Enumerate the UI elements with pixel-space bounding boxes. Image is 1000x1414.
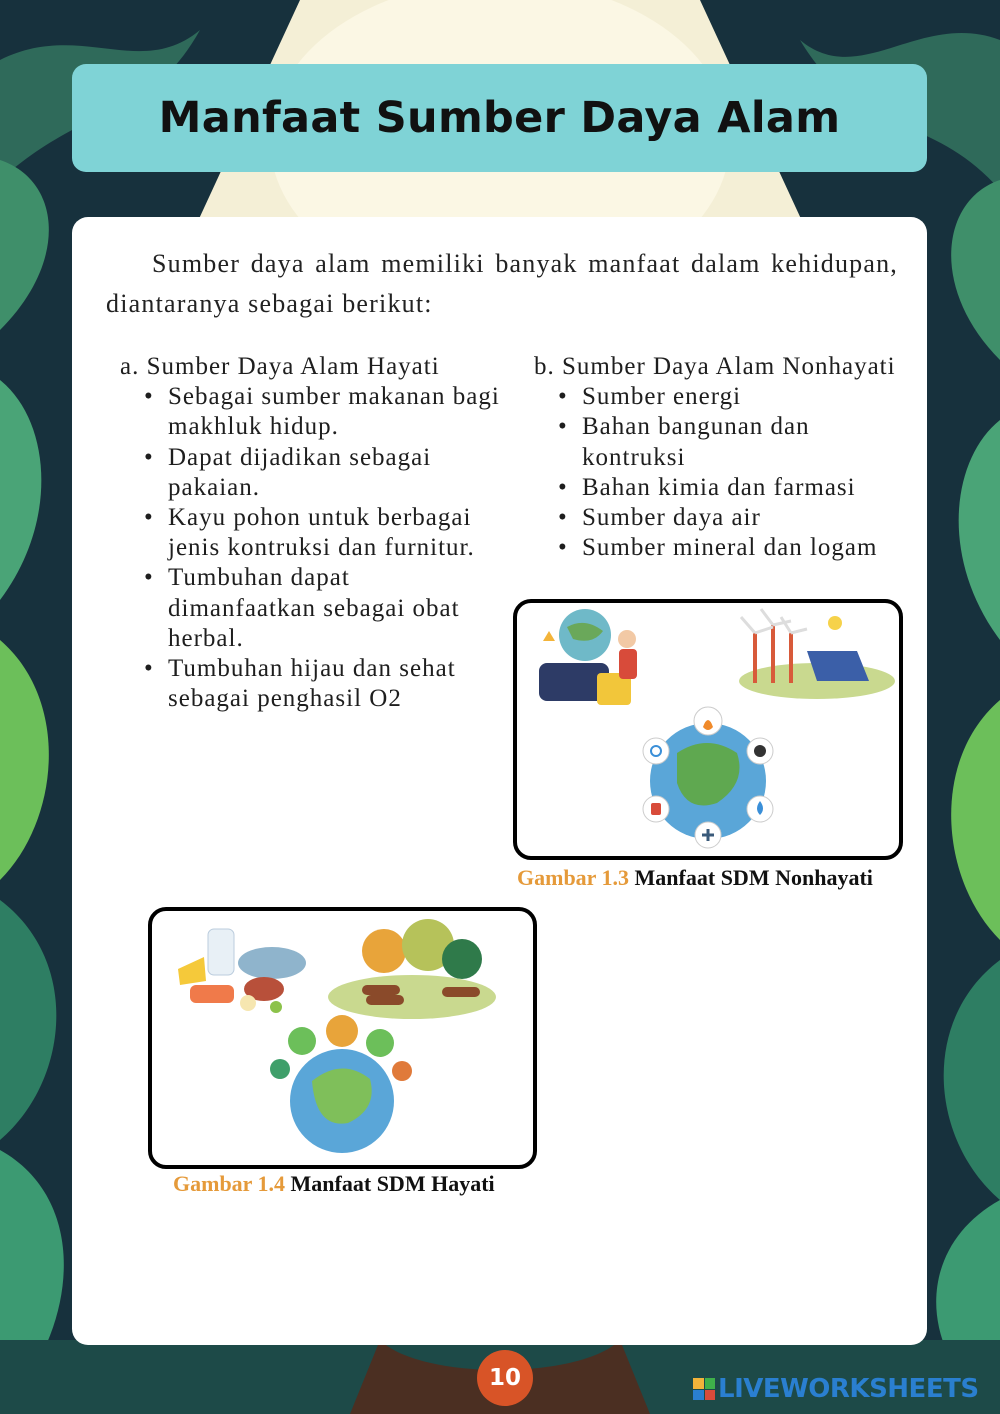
nonhayati-illustration: [517, 603, 899, 856]
list-item: • Bahan kimia dan farmasi: [582, 473, 914, 503]
brand-name: LIVEWORKSHEETS: [718, 1374, 979, 1404]
caption-label: Gambar 1.3: [517, 865, 630, 890]
list-item: • Sumber energi: [582, 382, 914, 412]
figure-hayati: [148, 907, 537, 1169]
figure-nonhayati-caption: [517, 865, 873, 891]
liveworksheets-logo-icon: [693, 1378, 715, 1400]
earth-plants-icon: [270, 1015, 412, 1153]
list-item: • Dapat dijadikan sebagai pakaian.: [168, 443, 500, 503]
figure-nonhayati: [513, 599, 903, 860]
wind-solar-icon: [739, 609, 895, 699]
list-item: • Bahan bangunan dan kontruksi: [582, 412, 914, 472]
hayati-heading: a. Sumber Daya Alam Hayati: [120, 353, 440, 380]
globe-resources-icon: [643, 707, 773, 848]
list-item: • Tumbuhan hijau dan sehat sebagai penghasil O2: [168, 654, 500, 714]
caption-label: Gambar 1.4: [173, 1171, 286, 1196]
list-item: • Sumber daya air: [582, 503, 914, 533]
list-item: • Sumber mineral dan logam: [582, 533, 914, 563]
figure-hayati-caption: [173, 1171, 495, 1197]
liveworksheets-watermark[interactable]: [693, 1374, 979, 1404]
page-number-badge: 10: [477, 1350, 533, 1406]
nonhayati-heading: b. Sumber Daya Alam Nonhayati: [534, 353, 896, 380]
page-title: Manfaat Sumber Daya Alam: [158, 93, 841, 143]
caption-text: Manfaat SDM Nonhayati: [634, 865, 873, 890]
food-icon: [178, 929, 306, 1013]
list-item: • Sebagai sumber makanan bagi makhluk hidup.: [168, 382, 500, 442]
hayati-section: [120, 352, 500, 714]
hayati-illustration: [152, 911, 533, 1165]
caption-text: Manfaat SDM Hayati: [290, 1171, 495, 1196]
hayati-list: [120, 382, 500, 714]
nonhayati-section: [534, 352, 914, 563]
list-item: • Kayu pohon untuk berbagai jenis kontruksi dan furnitur.: [168, 503, 500, 563]
nonhayati-list: [534, 382, 914, 563]
oil-energy-icon: [539, 609, 637, 705]
title-banner: [72, 64, 927, 172]
intro-paragraph: Sumber daya alam memiliki banyak manfaat dalam kehidupan, diantaranya sebagai berikut:: [106, 249, 898, 318]
forest-wood-icon: [328, 919, 496, 1019]
list-item: • Tumbuhan dapat dimanfaatkan sebagai obat herbal.: [168, 563, 500, 654]
